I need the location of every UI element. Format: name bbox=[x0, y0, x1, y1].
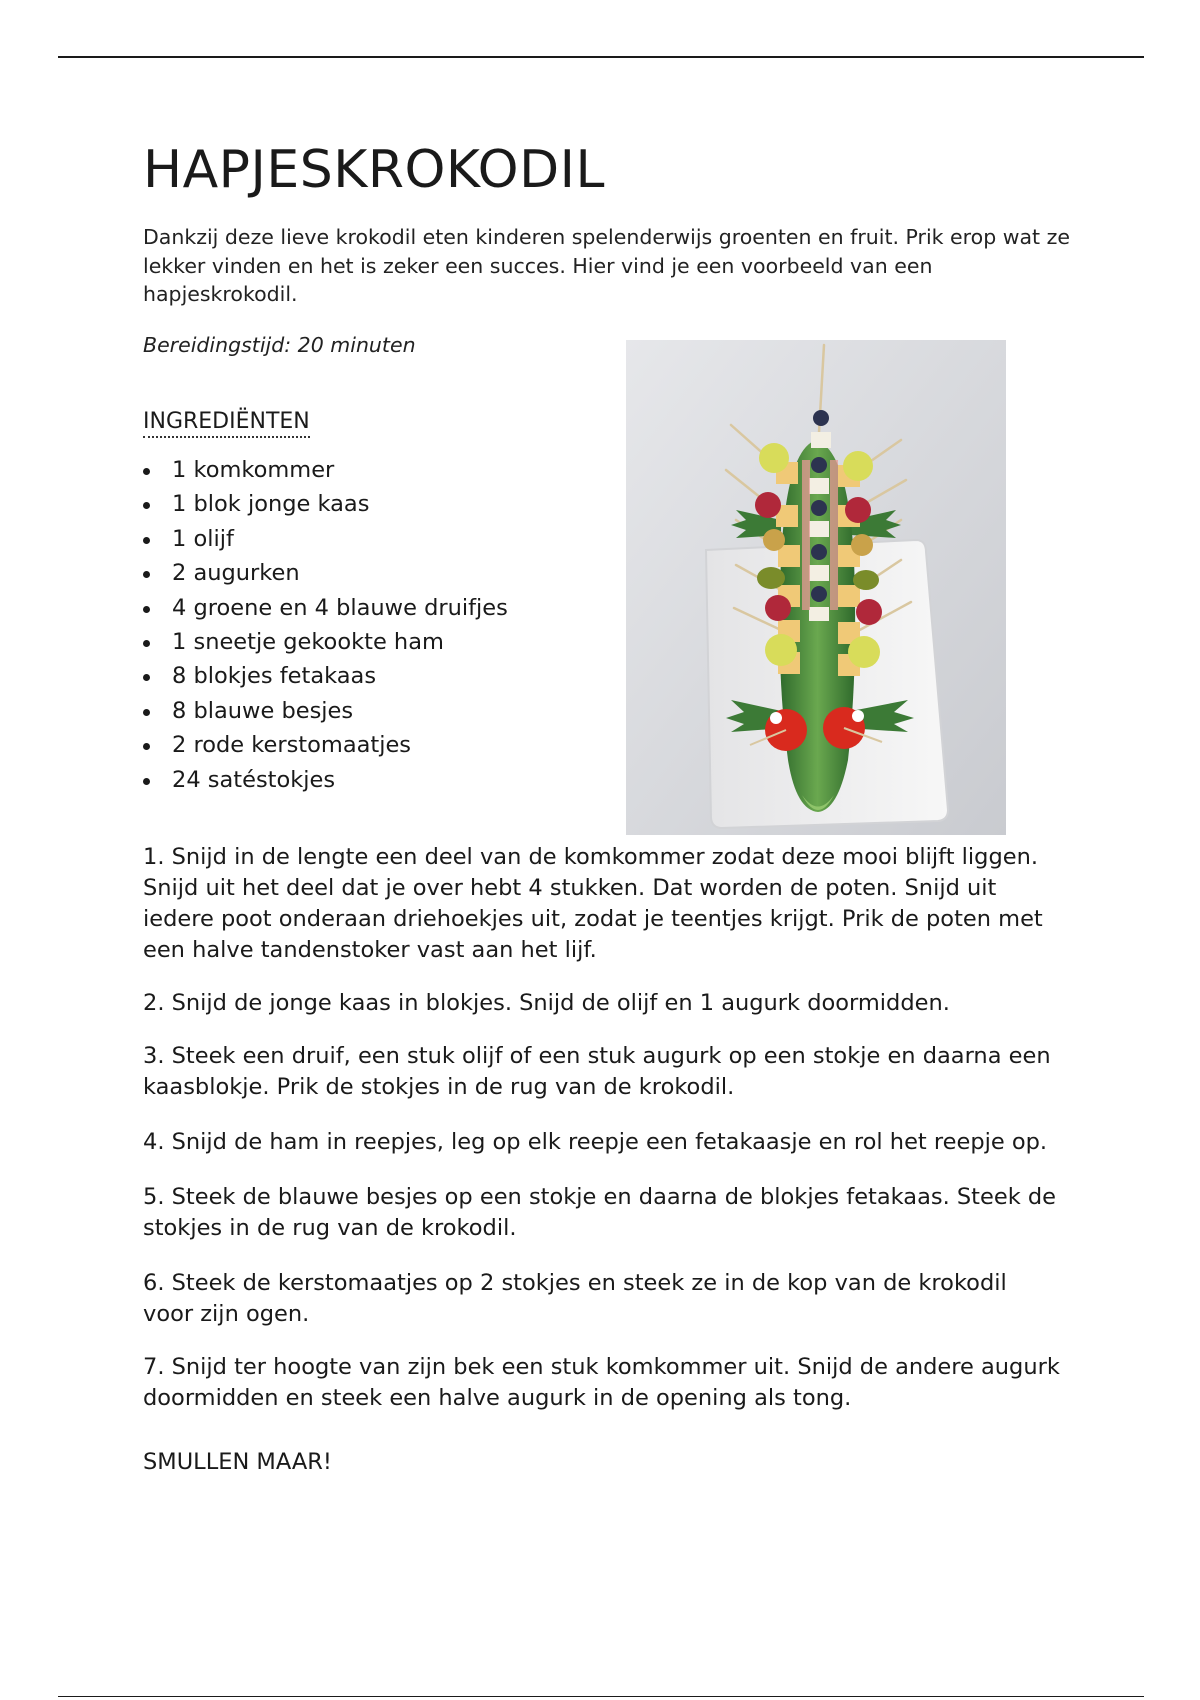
instruction-step: 4. Snijd de ham in reepjes, leg op elk reepje een fetakaasje en rol het reepje op. bbox=[143, 1129, 1048, 1155]
ingredient-item: 8 blokjes fetakaas bbox=[143, 659, 508, 693]
ingredient-item: 1 komkommer bbox=[143, 453, 508, 487]
instructions bbox=[143, 842, 1063, 1478]
ingredient-item: 1 olijf bbox=[143, 522, 508, 556]
prep-time: Bereidingstijd: 20 minuten bbox=[143, 333, 416, 357]
ingredient-item: 4 groene en 4 blauwe druifjes bbox=[143, 591, 508, 625]
top-rule bbox=[58, 56, 1144, 58]
ingredients-list bbox=[143, 453, 508, 797]
ingredients-heading: INGREDIËNTEN bbox=[143, 408, 310, 438]
closing-line: SMULLEN MAAR! bbox=[143, 1449, 332, 1475]
instruction-step: 6. Steek de kerstomaatjes op 2 stokjes en steek ze in de kop van de krokodil voor zijn ogen. bbox=[143, 1270, 1007, 1327]
instruction-step: 7. Snijd ter hoogte van zijn bek een stuk komkommer uit. Snijd de andere augurk doormidden en steek een halve augurk in de opening als tong. bbox=[143, 1354, 1060, 1411]
instruction-step: 3. Steek een druif, een stuk olijf of een stuk augurk op een stokje en daarna een kaasblokje. Prik de stokjes in de rug van de krokodil. bbox=[143, 1043, 1051, 1100]
ingredient-item: 1 blok jonge kaas bbox=[143, 487, 508, 521]
ingredient-item: 8 blauwe besjes bbox=[143, 694, 508, 728]
instruction-step: 5. Steek de blauwe besjes op een stokje en daarna de blokjes fetakaas. Steek de stokjes in de rug van de krokodil. bbox=[143, 1184, 1056, 1241]
page-title: HAPJESKROKODIL bbox=[143, 140, 605, 200]
ingredient-item: 2 augurken bbox=[143, 556, 508, 590]
bottom-rule bbox=[58, 1696, 1144, 1697]
instruction-step: 2. Snijd de jonge kaas in blokjes. Snijd de olijf en 1 augurk doormidden. bbox=[143, 990, 950, 1016]
intro-paragraph: Dankzij deze lieve krokodil eten kinderen spelenderwijs groenten en fruit. Prik erop wat ze lekker vinden en het is zeker een succes. Hier vind je een voorbeeld van een hapjeskrokodil. bbox=[143, 225, 1070, 306]
ingredient-item: 2 rode kerstomaatjes bbox=[143, 728, 508, 762]
instruction-step: 1. Snijd in de lengte een deel van de komkommer zodat deze mooi blijft liggen. Snijd uit het deel dat je over hebt 4 stukken. Dat worden de poten. Snijd uit iedere poot onderaan driehoekjes uit, zodat je teentjes krijgt. Prik de poten met een halve tandenstoker vast aan het lijf. bbox=[143, 844, 1043, 963]
crocodile-snack-photo bbox=[626, 340, 1006, 835]
ingredient-item: 1 sneetje gekookte ham bbox=[143, 625, 508, 659]
ingredient-item: 24 satéstokjes bbox=[143, 763, 508, 797]
